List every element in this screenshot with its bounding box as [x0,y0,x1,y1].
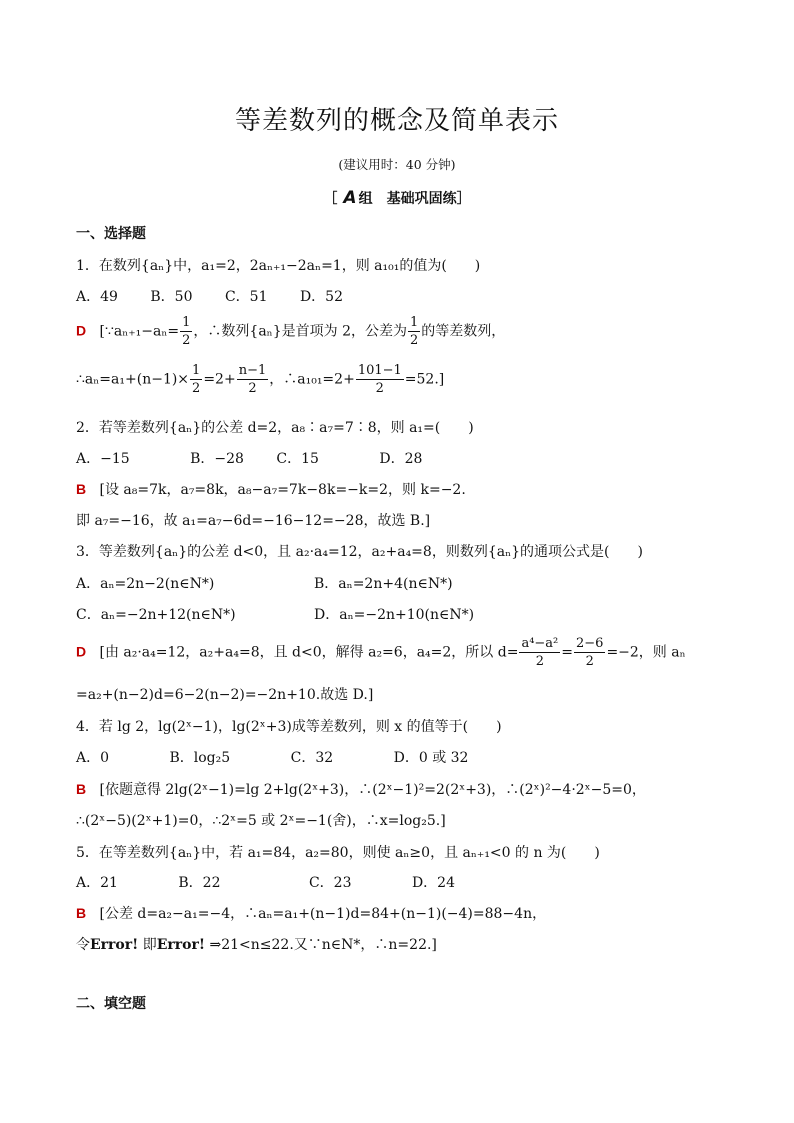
q5-option-b: B．22 [178,875,221,891]
q2-option-a: A．−15 [76,451,130,467]
fraction-2-6 [574,637,605,668]
question-5: 5．在等差数列{aₙ}中，若 a₁=84，a₂=80，则使 aₙ≥0，且 aₙ₊₁<0 的 n 为( ) [76,845,600,861]
q1-sol-text: ∴aₙ=a₁+(n−1)× [76,371,190,388]
frac-den: 2 [192,381,201,396]
q2-option-b: B．−28 [190,451,244,467]
question-2: 2．若等差数列{aₙ}的公差 d=2，a₈∶a₇=7∶8，则 a₁=( ) [76,420,474,436]
q1-sol-text: 的等差数列， [421,323,506,340]
frac-den: 2 [409,333,419,348]
q3-option-c: C．aₙ=−2n+12(n∈N*) [76,607,236,623]
q5-option-d: D．24 [411,875,455,891]
q1-option-b: B．50 [150,289,193,305]
fraction-half [408,316,420,347]
error-marker: Error! [156,937,206,953]
q2-sol-text: [设 a₈=7k，a₇=8k，a₈−a₇=7k−8k=−k=2，则 k=−2. [99,482,466,498]
frac-num: n−1 [238,363,267,378]
q5-sol-text: 即 [138,937,157,953]
q4-option-d: D．0 或 32 [393,750,469,766]
q3-sol-text: =−2，则 aₙ [606,644,686,661]
fraction-101 [356,364,404,395]
q2-solution-line2: 即 a₇=−16，故 a₁=a₇−6d=−16−12=−28，故选 B.] [76,513,431,529]
section-choice: 一、选择题 [76,226,146,242]
frac-num: a⁴−a² [521,636,559,651]
frac-num: 1 [192,363,201,378]
group-letter: A [343,188,357,208]
q4-solution-line2: ∴(2ˣ−5)(2ˣ+1)=0，∴2ˣ=5 或 2ˣ=−1(舍)，∴x=log₂5.] [76,813,446,829]
page-title: 等差数列的概念及简单表示 [234,106,559,136]
q4-options [76,747,468,767]
q1-sol-text: ，∴a₁₀₁=2+ [269,371,355,388]
bracket-left: ［ [323,191,338,207]
q2-solution-line1 [76,479,466,499]
q3-answer: D [76,643,87,660]
q5-sol-text: [公差 d=a₂−a₁=−4，∴aₙ=a₁+(n−1)d=84+(n−1)(−4)=88−4n， [99,906,547,922]
q4-answer: B [76,781,87,797]
q1-sol-text: =52.] [404,371,445,388]
q3-sol-text: [由 a₂·a₄=12，a₂+a₄=8，且 d<0，解得 a₂=6，a₄=2，所以 d= [99,644,519,661]
q1-solution-line2 [76,364,444,395]
q3-sol-text: = [561,644,573,661]
frac-num: 1 [182,315,191,330]
q1-sol-text: [∵aₙ₊₁−aₙ= [99,323,180,340]
frac-num: 1 [409,315,419,330]
fraction-half [190,364,202,395]
group-label: 组 基础巩固练 [358,191,457,207]
frac-num: 101−1 [357,363,402,378]
q5-sol-text: 令 [76,937,90,953]
error-marker: Error! [90,937,139,953]
q4-solution-line1 [76,779,646,799]
q1-option-c: C．51 [224,289,268,305]
q5-options [76,872,455,892]
fraction-n-minus-1 [237,364,269,395]
q1-answer: D [76,322,87,339]
q2-options [76,448,422,468]
q2-answer: B [76,481,87,497]
q4-option-c: C．32 [290,750,334,766]
q3-option-d: D．aₙ=−2n+10(n∈N*) [314,607,475,623]
q1-options [76,286,343,306]
q1-sol-text: ，∴数列{aₙ}是首项为 2，公差为 [193,323,407,340]
fraction-half [180,316,192,347]
group-heading [0,188,794,208]
q1-option-d: D．52 [299,289,343,305]
q4-sol-text: [依题意得 2lg(2ˣ−1)=lg 2+lg(2ˣ+3)，∴(2ˣ−1)²=2(2ˣ+3)，∴(2ˣ)²−4·2ˣ−5=0， [99,782,646,798]
q2-option-d: D．28 [379,451,423,467]
q5-solution-line1 [76,903,546,923]
q5-option-c: C．23 [308,875,352,891]
frac-num: 2−6 [576,636,604,651]
section-fill-in: 二、填空题 [76,996,146,1012]
frac-den: 2 [535,654,544,669]
question-3: 3．等差数列{aₙ}的公差 d<0，且 a₂·a₄=12，a₂+a₄=8，则数列{aₙ}的通项公式是( ) [76,544,643,560]
q4-option-a: A．0 [76,750,110,766]
q5-sol-text: ⇒21<n≤22.又∵n∈N*，∴n=22.] [205,937,437,953]
frac-den: 2 [375,381,384,396]
q3-option-b: B．aₙ=2n+4(n∈N*) [314,576,453,592]
q5-answer: B [76,905,87,921]
q1-sol-text: =2+ [203,371,236,388]
q3-solution-line1 [76,637,686,668]
q1-solution-line1 [76,316,505,347]
time-note: (建议用时：40 分钟) [338,157,456,172]
q5-solution-line2 [76,934,437,954]
fraction-a4-a2 [519,637,560,668]
q5-option-a: A．21 [76,875,118,891]
question-4: 4．若 lg 2，lg(2ˣ−1)，lg(2ˣ+3)成等差数列，则 x 的值等于( ) [76,719,502,735]
q4-option-b: B．log₂5 [169,750,231,766]
q3-solution-line2: =a₂+(n−2)d=6−2(n−2)=−2n+10.故选 D.] [76,687,374,703]
q3-option-a: A．aₙ=2n−2(n∈N*) [76,576,215,592]
frac-den: 2 [585,654,594,669]
frac-den: 2 [248,381,257,396]
q1-option-a: A．49 [76,289,118,305]
q2-option-c: C．15 [276,451,319,467]
bracket-right: ］ [456,191,471,207]
question-1: 1．在数列{aₙ}中，a₁=2，2aₙ₊₁−2aₙ=1，则 a₁₀₁的值为( ) [76,258,481,274]
frac-den: 2 [182,333,191,348]
